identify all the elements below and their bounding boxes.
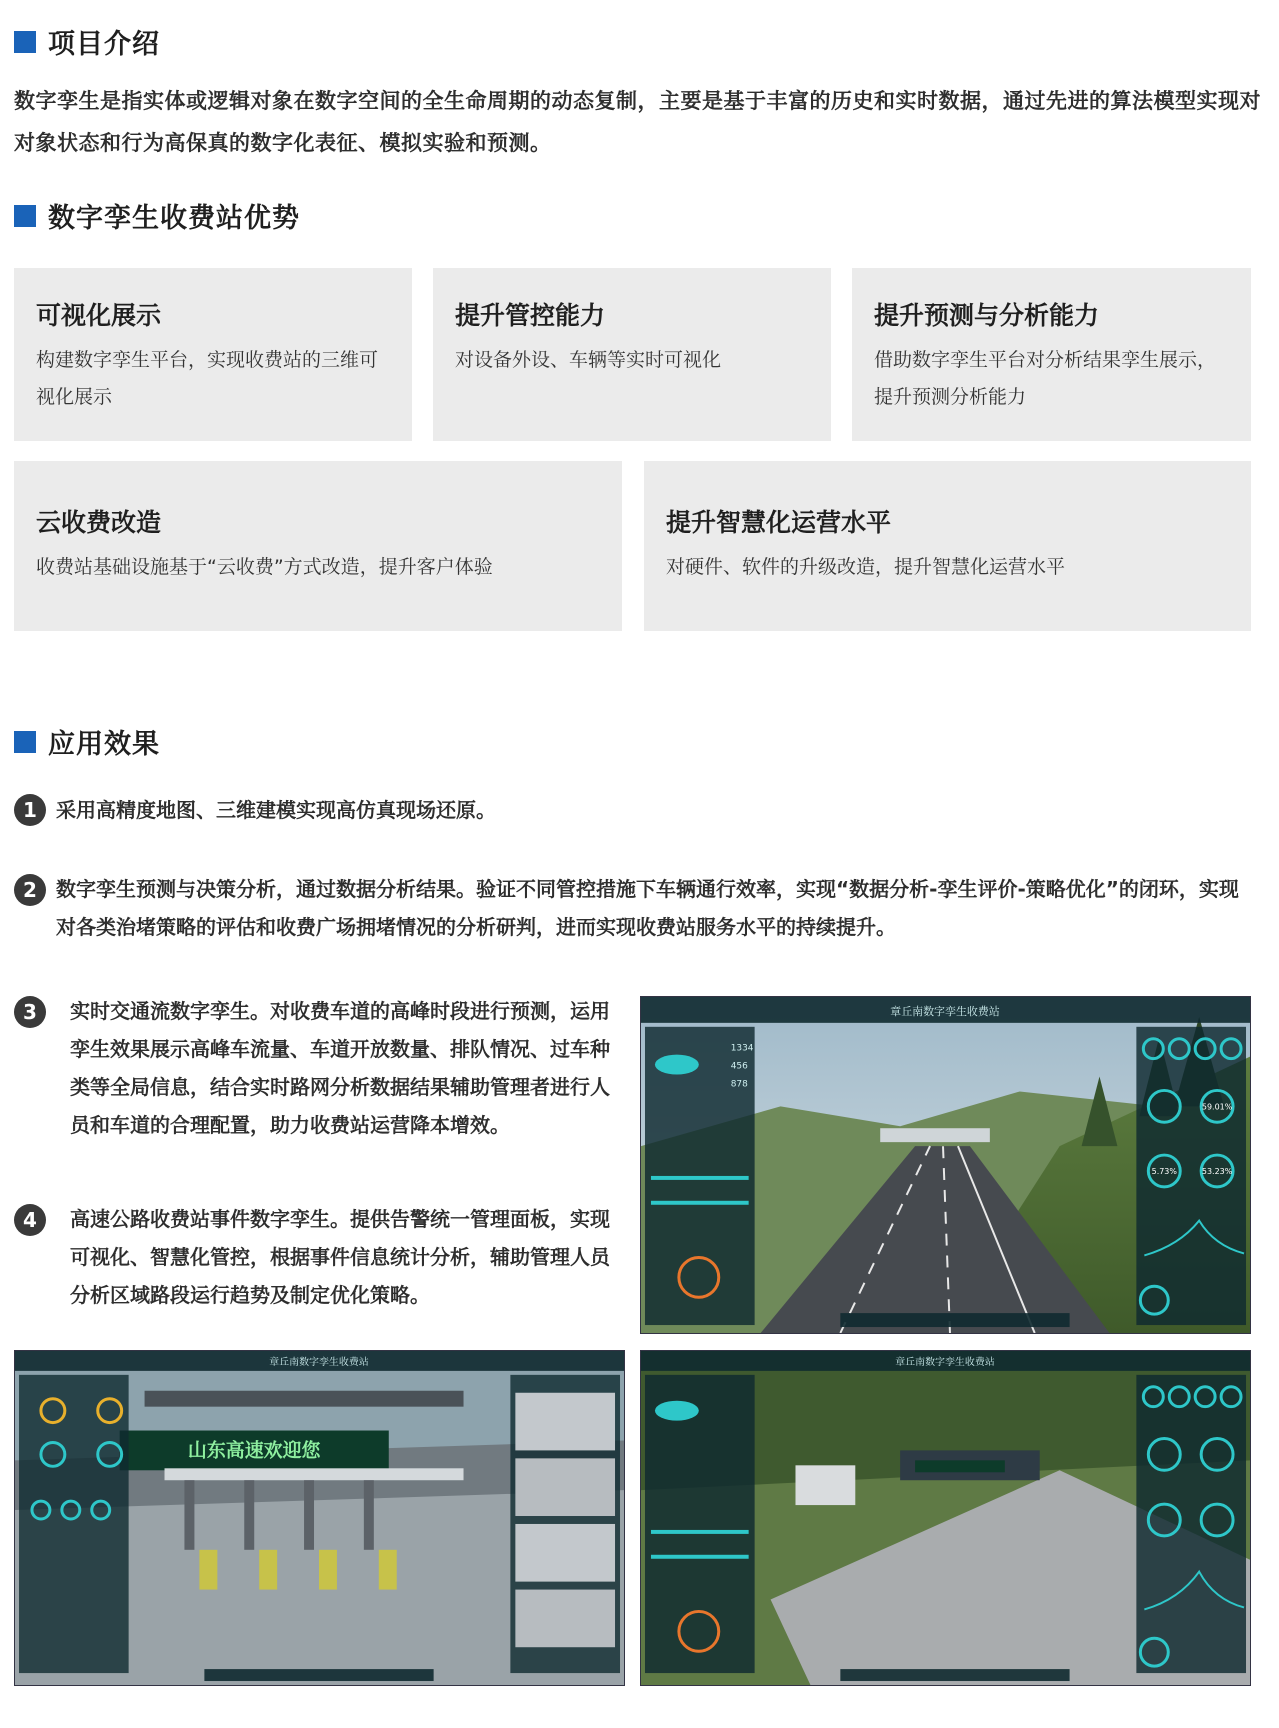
advantage-card xyxy=(433,268,831,441)
svg-text:456: 456 xyxy=(730,1061,748,1072)
card-title: 提升管控能力 xyxy=(455,301,606,330)
dashboard-screenshot-aerial xyxy=(640,1350,1251,1686)
number-badge: 1 xyxy=(14,794,46,826)
section-effects-header xyxy=(14,722,160,761)
section-advantages-header xyxy=(14,196,300,235)
svg-text:59.01%: 59.01% xyxy=(1201,1102,1233,1112)
section-title: 数字孪生收费站优势 xyxy=(48,203,300,234)
card-desc: 对设备外设、车辆等实时可视化 xyxy=(455,349,722,371)
effect-item xyxy=(14,992,614,1144)
number-badge: 3 xyxy=(14,996,46,1028)
card-title: 提升预测与分析能力 xyxy=(874,301,1100,330)
effect-item xyxy=(14,870,1264,946)
number-badge: 2 xyxy=(14,874,46,906)
effect-item xyxy=(14,794,1264,826)
card-desc: 对硬件、软件的升级改造，提升智慧化运营水平 xyxy=(666,556,1066,578)
section-title: 项目介绍 xyxy=(48,29,160,60)
card-title: 云收费改造 xyxy=(36,508,162,537)
advantage-card xyxy=(644,461,1251,631)
effect-text: 实时交通流数字孪生。对收费车道的高峰时段进行预测，运用孪生效果展示高峰车流量、车道开放数量、排队情况、过车种类等全局信息，结合实时路网分析数据结果辅助管理者进行人员和车道的合理配置，助力收费站运营降本增效。 xyxy=(70,999,610,1137)
svg-text:1334: 1334 xyxy=(730,1043,754,1054)
svg-text:878: 878 xyxy=(730,1079,748,1090)
section-marker xyxy=(14,731,36,753)
section-intro-header xyxy=(14,22,160,61)
card-title: 提升智慧化运营水平 xyxy=(666,508,892,537)
card-desc: 借助数字孪生平台对分析结果孪生展示，提升预测分析能力 xyxy=(874,349,1217,408)
effect-text: 高速公路收费站事件数字孪生。提供告警统一管理面板，实现可视化、智慧化管控，根据事件信息统计分析，辅助管理人员分析区域路段运行趋势及制定优化策略。 xyxy=(70,1207,610,1307)
section-marker xyxy=(14,31,36,53)
effect-text: 数字孪生预测与决策分析，通过数据分析结果。验证不同管控措施下车辆通行效率，实现“数据分析-孪生评价-策略优化”的闭环，实现对各类治堵策略的评估和收费广场拥堵情况的分析研判，进而实现收费站服务水平的持续提升。 xyxy=(56,877,1239,939)
svg-text:5.73%: 5.73% xyxy=(1151,1166,1177,1176)
screenshot-title: 章丘南数字孪生收费站 xyxy=(895,1356,995,1368)
dashboard-screenshot-tollgate xyxy=(14,1350,625,1686)
svg-text:53.23%: 53.23% xyxy=(1201,1166,1233,1176)
dashboard-screenshot-highway xyxy=(640,996,1251,1334)
gate-banner: 山东高速欢迎您 xyxy=(187,1439,321,1462)
effect-item xyxy=(14,1200,614,1314)
advantage-card xyxy=(14,461,622,631)
advantage-card xyxy=(852,268,1251,441)
number-badge: 4 xyxy=(14,1204,46,1236)
section-title: 应用效果 xyxy=(48,729,160,760)
card-desc: 收费站基础设施基于“云收费”方式改造，提升客户体验 xyxy=(36,556,493,578)
screenshot-title: 章丘南数字孪生收费站 xyxy=(890,1004,1000,1018)
card-title: 可视化展示 xyxy=(36,301,162,330)
advantage-card xyxy=(14,268,412,441)
card-desc: 构建数字孪生平台，实现收费站的三维可视化展示 xyxy=(36,349,379,408)
screenshot-title: 章丘南数字孪生收费站 xyxy=(269,1356,369,1368)
section-marker xyxy=(14,205,36,227)
effect-text: 采用高精度地图、三维建模实现高仿真现场还原。 xyxy=(56,798,496,822)
intro-paragraph: 数字孪生是指实体或逻辑对象在数字空间的全生命周期的动态复制，主要是基于丰富的历史和实时数据，通过先进的算法模型实现对对象状态和行为高保真的数字化表征、模拟实验和预测。 xyxy=(14,89,1261,155)
